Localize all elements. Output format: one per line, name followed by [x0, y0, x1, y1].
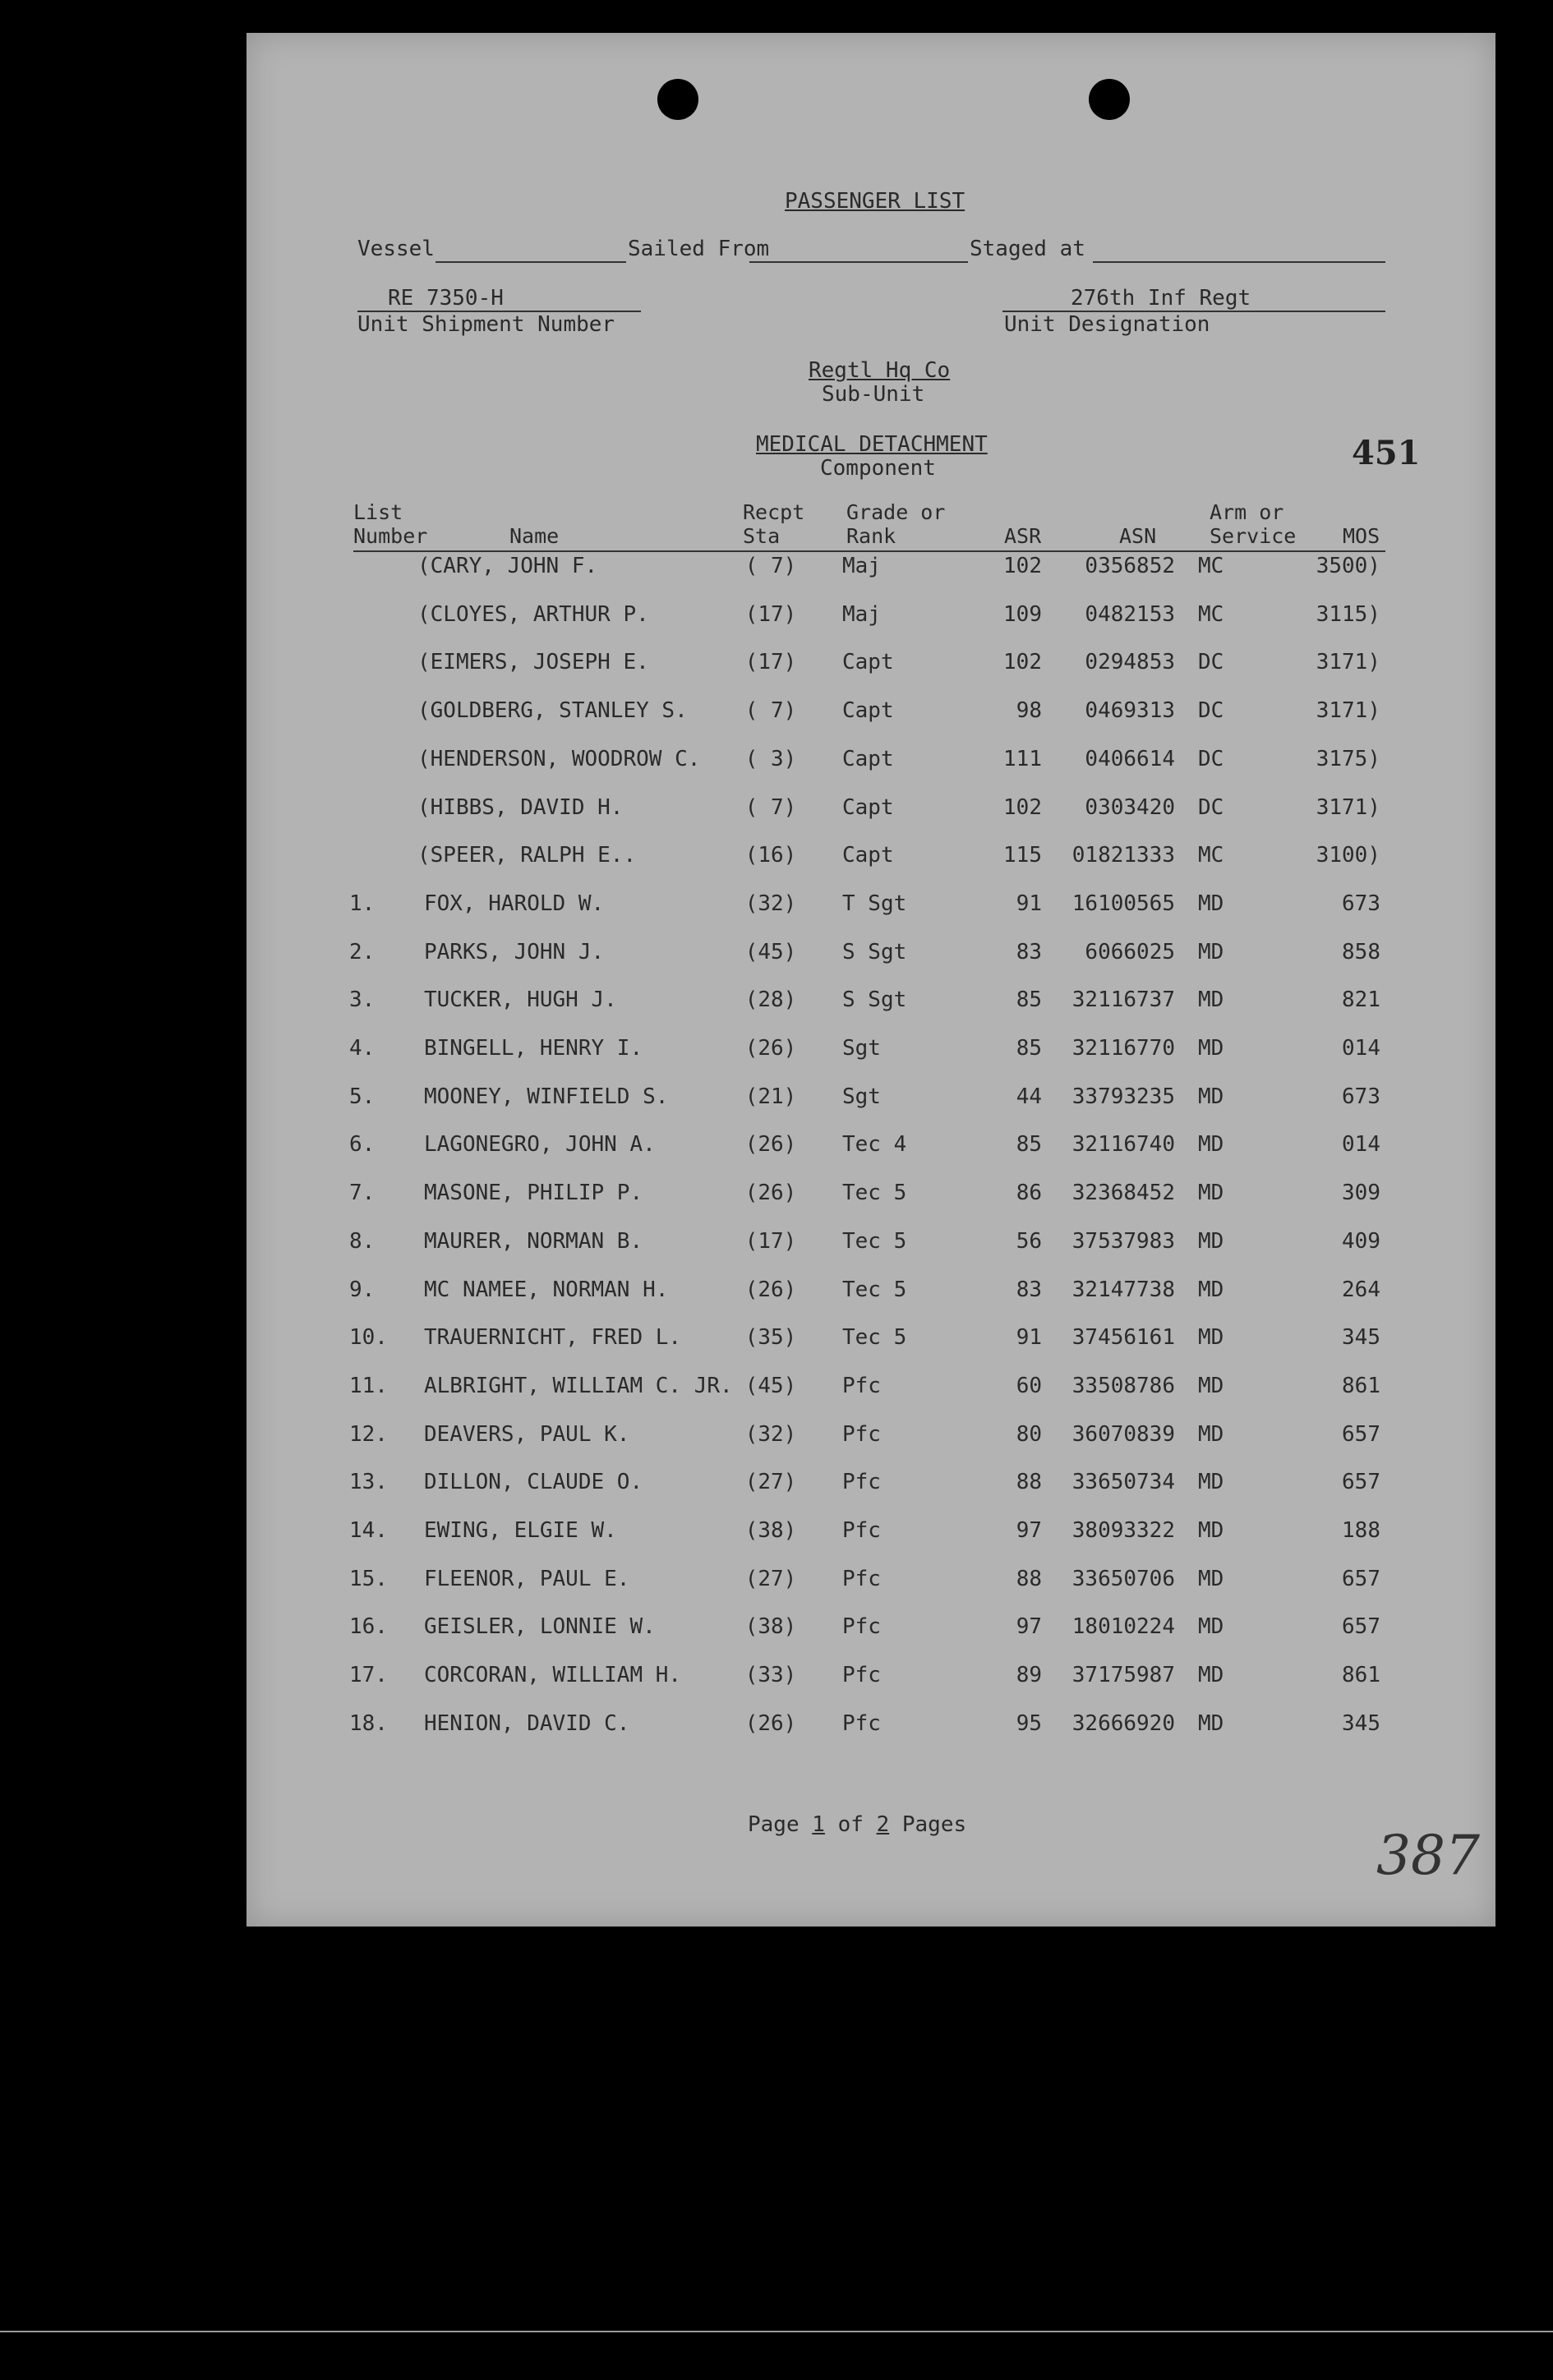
cell-name: TUCKER, HUGH J.	[424, 987, 617, 1013]
vessel-blank	[435, 261, 626, 263]
cell-asr: 88	[1016, 1470, 1042, 1495]
cell-num: 5.	[349, 1084, 376, 1109]
cell-sta: (16)	[744, 843, 797, 868]
table-row	[247, 554, 1495, 601]
table-row	[247, 795, 1495, 843]
cell-asr: 115	[1003, 843, 1042, 868]
cell-grade: Pfc	[842, 1566, 881, 1591]
cell-asn: 6066025	[1085, 939, 1175, 964]
cell-name: (CLOYES, ARTHUR P.	[417, 601, 649, 627]
cell-num: 8.	[349, 1228, 376, 1254]
cell-sta: (32)	[744, 1421, 797, 1447]
unit-designation-label: Unit Designation	[1004, 312, 1210, 337]
table-row	[247, 1036, 1495, 1084]
cell-asn: 16100565	[1071, 891, 1175, 916]
cell-asn: 0356852	[1085, 554, 1175, 578]
cell-name: TRAUERNICHT, FRED L.	[424, 1325, 682, 1351]
cell-asr: 102	[1003, 794, 1042, 820]
cell-arm: MD	[1198, 1325, 1224, 1351]
cell-mos: 264	[1342, 1277, 1380, 1302]
table-row	[247, 1567, 1495, 1614]
sub-unit-label: Sub-Unit	[822, 382, 925, 407]
cell-sta: (32)	[744, 891, 797, 916]
cell-asn: 0294853	[1085, 650, 1175, 675]
cell-sta: (38)	[744, 1518, 797, 1543]
cell-arm: MD	[1198, 987, 1224, 1013]
cell-sta: (17)	[744, 650, 797, 675]
cell-grade: Capt	[842, 746, 894, 771]
punch-hole-left	[657, 79, 698, 120]
cell-asr: 83	[1016, 939, 1042, 964]
component: MEDICAL DETACHMENT	[756, 432, 988, 457]
cell-grade: Tec 4	[842, 1132, 907, 1158]
cell-arm: MD	[1198, 939, 1224, 964]
cell-name: HENION, DAVID C.	[424, 1710, 630, 1736]
table-row	[247, 1325, 1495, 1373]
table-row	[247, 1422, 1495, 1470]
cell-arm: MC	[1198, 843, 1224, 868]
table-row	[247, 1470, 1495, 1517]
cell-asn: 33508786	[1071, 1373, 1175, 1398]
cell-name: MOONEY, WINFIELD S.	[424, 1084, 669, 1109]
table-row	[247, 891, 1495, 939]
cell-asr: 56	[1016, 1228, 1042, 1254]
cell-asn: 33650734	[1071, 1470, 1175, 1495]
table-row	[247, 747, 1495, 794]
col-recpt-sta: Recpt Sta	[743, 500, 805, 548]
cell-asn: 37456161	[1071, 1325, 1175, 1351]
cell-asr: 89	[1016, 1663, 1042, 1688]
cell-mos: 3100)	[1316, 843, 1380, 868]
cell-asr: 91	[1016, 1325, 1042, 1351]
cell-asn: 0469313	[1085, 698, 1175, 724]
cell-grade: Capt	[842, 650, 894, 675]
unit-shipment-number: RE 7350-H	[388, 286, 504, 311]
cell-mos: 409	[1342, 1228, 1380, 1254]
cell-sta: (33)	[744, 1663, 797, 1688]
cell-asn: 32147738	[1071, 1277, 1175, 1302]
cell-asr: 95	[1016, 1710, 1042, 1736]
cell-mos: 657	[1342, 1614, 1380, 1640]
cell-name: FLEENOR, PAUL E.	[424, 1566, 630, 1591]
cell-asn: 33793235	[1071, 1084, 1175, 1109]
cell-name: BINGELL, HENRY I.	[424, 1036, 643, 1061]
cell-arm: MD	[1198, 1228, 1224, 1254]
cell-grade: Pfc	[842, 1373, 881, 1398]
cell-sta: (26)	[744, 1036, 797, 1061]
handwritten-number: 387	[1376, 1824, 1480, 1887]
cell-asr: 98	[1016, 698, 1042, 724]
cell-sta: (45)	[744, 939, 797, 964]
cell-asn: 18010224	[1071, 1614, 1175, 1640]
cell-name: LAGONEGRO, JOHN A.	[424, 1132, 656, 1158]
cell-asr: 85	[1016, 987, 1042, 1013]
cell-sta: ( 7)	[744, 794, 797, 820]
cell-asr: 97	[1016, 1518, 1042, 1543]
cell-asr: 80	[1016, 1421, 1042, 1447]
cell-sta: ( 7)	[744, 554, 797, 578]
cell-mos: 3171)	[1316, 794, 1380, 820]
cell-mos: 861	[1342, 1373, 1380, 1398]
table-row	[247, 1229, 1495, 1277]
cell-mos: 657	[1342, 1470, 1380, 1495]
cell-sta: (27)	[744, 1566, 797, 1591]
cell-sta: (35)	[744, 1325, 797, 1351]
cell-sta: (26)	[744, 1181, 797, 1206]
bottom-edge-line	[0, 2331, 1553, 2332]
col-mos: MOS	[1343, 524, 1380, 548]
cell-arm: MD	[1198, 1663, 1224, 1688]
cell-grade: Tec 5	[842, 1277, 907, 1302]
cell-asr: 109	[1003, 601, 1042, 627]
cell-num: 16.	[349, 1614, 388, 1640]
staged-at-label: Staged at	[970, 237, 1085, 261]
cell-sta: (26)	[744, 1710, 797, 1736]
col-name: Name	[509, 524, 560, 548]
cell-asn: 32116740	[1071, 1132, 1175, 1158]
col-list-number: List Number	[353, 500, 428, 548]
cell-name: (HENDERSON, WOODROW C.	[417, 746, 701, 771]
cell-num: 10.	[349, 1325, 388, 1351]
cell-num: 17.	[349, 1663, 388, 1688]
cell-asr: 91	[1016, 891, 1042, 916]
table-row	[247, 987, 1495, 1035]
cell-arm: MC	[1198, 554, 1224, 578]
cell-num: 14.	[349, 1518, 388, 1543]
cell-name: CORCORAN, WILLIAM H.	[424, 1663, 682, 1688]
cell-arm: MD	[1198, 1614, 1224, 1640]
cell-asn: 37537983	[1071, 1228, 1175, 1254]
cell-grade: Capt	[842, 843, 894, 868]
cell-num: 13.	[349, 1470, 388, 1495]
cell-sta: (26)	[744, 1132, 797, 1158]
cell-arm: DC	[1198, 650, 1224, 675]
cell-arm: DC	[1198, 698, 1224, 724]
cell-asr: 85	[1016, 1036, 1042, 1061]
table-row	[247, 698, 1495, 746]
cell-mos: 673	[1342, 1084, 1380, 1109]
cell-mos: 3171)	[1316, 650, 1380, 675]
table-row	[247, 1277, 1495, 1325]
cell-asn: 0406614	[1085, 746, 1175, 771]
table-row	[247, 1132, 1495, 1180]
cell-grade: Sgt	[842, 1084, 881, 1109]
cell-grade: Pfc	[842, 1663, 881, 1688]
cell-arm: DC	[1198, 794, 1224, 820]
cell-mos: 3115)	[1316, 601, 1380, 627]
page-title: PASSENGER LIST	[785, 189, 965, 214]
cell-asr: 102	[1003, 650, 1042, 675]
cell-asn: 32368452	[1071, 1181, 1175, 1206]
staged-at-blank	[1093, 261, 1385, 263]
cell-arm: DC	[1198, 746, 1224, 771]
table-row	[247, 1711, 1495, 1759]
cell-asn: 0303420	[1085, 794, 1175, 820]
cell-name: DILLON, CLAUDE O.	[424, 1470, 643, 1495]
cell-arm: MD	[1198, 1566, 1224, 1591]
cell-sta: (26)	[744, 1277, 797, 1302]
cell-arm: MD	[1198, 1036, 1224, 1061]
cell-arm: MD	[1198, 1181, 1224, 1206]
cell-name: (GOLDBERG, STANLEY S.	[417, 698, 688, 724]
cell-name: (EIMERS, JOSEPH E.	[417, 650, 649, 675]
cell-asr: 60	[1016, 1373, 1042, 1398]
cell-name: GEISLER, LONNIE W.	[424, 1614, 656, 1640]
cell-asn: 33650706	[1071, 1566, 1175, 1591]
cell-name: DEAVERS, PAUL K.	[424, 1421, 630, 1447]
cell-arm: MD	[1198, 1277, 1224, 1302]
cell-num: 12.	[349, 1421, 388, 1447]
cell-arm: MD	[1198, 1084, 1224, 1109]
cell-asr: 88	[1016, 1566, 1042, 1591]
cell-asr: 102	[1003, 554, 1042, 578]
col-asr: ASR	[1004, 524, 1042, 548]
cell-sta: ( 3)	[744, 746, 797, 771]
cell-arm: MD	[1198, 1421, 1224, 1447]
cell-sta: ( 7)	[744, 698, 797, 724]
cell-num: 3.	[349, 987, 376, 1013]
cell-arm: MC	[1198, 601, 1224, 627]
table-row	[247, 602, 1495, 650]
cell-grade: Maj	[842, 601, 881, 627]
cell-name: (CARY, JOHN F.	[417, 554, 598, 578]
cell-arm: MD	[1198, 1518, 1224, 1543]
page-footer: Page 1 of 2 Pages	[748, 1812, 967, 1837]
cell-asr: 97	[1016, 1614, 1042, 1640]
cell-asr: 111	[1003, 746, 1042, 771]
cell-mos: 3175)	[1316, 746, 1380, 771]
cell-name: MC NAMEE, NORMAN H.	[424, 1277, 669, 1302]
cell-asr: 86	[1016, 1181, 1042, 1206]
col-asn: ASN	[1119, 524, 1157, 548]
cell-mos: 014	[1342, 1132, 1380, 1158]
cell-num: 6.	[349, 1132, 376, 1158]
cell-mos: 188	[1342, 1518, 1380, 1543]
cell-sta: (45)	[744, 1373, 797, 1398]
cell-asn: 32116770	[1071, 1036, 1175, 1061]
unit-designation: 276th Inf Regt	[1071, 286, 1251, 311]
cell-num: 18.	[349, 1710, 388, 1736]
cell-mos: 3500)	[1316, 554, 1380, 578]
cell-arm: MD	[1198, 1470, 1224, 1495]
cell-asr: 83	[1016, 1277, 1042, 1302]
cell-grade: T Sgt	[842, 891, 907, 916]
cell-grade: Pfc	[842, 1710, 881, 1736]
cell-grade: Pfc	[842, 1614, 881, 1640]
vessel-label: Vessel	[357, 237, 435, 261]
cell-mos: 858	[1342, 939, 1380, 964]
cell-mos: 014	[1342, 1036, 1380, 1061]
component-label: Component	[820, 456, 936, 481]
cell-name: MAURER, NORMAN B.	[424, 1228, 643, 1254]
table-row	[247, 1084, 1495, 1132]
table-row	[247, 1663, 1495, 1710]
cell-sta: (27)	[744, 1470, 797, 1495]
cell-grade: Pfc	[842, 1421, 881, 1447]
cell-num: 9.	[349, 1277, 376, 1302]
cell-grade: S Sgt	[842, 987, 907, 1013]
cell-mos: 821	[1342, 987, 1380, 1013]
table-row	[247, 1181, 1495, 1228]
cell-name: FOX, HAROLD W.	[424, 891, 605, 916]
cell-sta: (38)	[744, 1614, 797, 1640]
cell-asn: 32116737	[1071, 987, 1175, 1013]
table-row	[247, 1518, 1495, 1566]
cell-mos: 345	[1342, 1710, 1380, 1736]
cell-arm: MD	[1198, 891, 1224, 916]
table-row	[247, 940, 1495, 987]
cell-sta: (21)	[744, 1084, 797, 1109]
cell-num: 15.	[349, 1566, 388, 1591]
cell-num: 2.	[349, 939, 376, 964]
unit-shipment-number-label: Unit Shipment Number	[357, 312, 615, 337]
cell-arm: MD	[1198, 1373, 1224, 1398]
cell-mos: 345	[1342, 1325, 1380, 1351]
cell-num: 11.	[349, 1373, 388, 1398]
cell-mos: 673	[1342, 891, 1380, 916]
cell-mos: 657	[1342, 1566, 1380, 1591]
cell-num: 1.	[349, 891, 376, 916]
cell-grade: Pfc	[842, 1470, 881, 1495]
stamp-number: 451	[1352, 434, 1421, 472]
punch-hole-right	[1089, 79, 1130, 120]
cell-sta: (17)	[744, 1228, 797, 1254]
cell-grade: Tec 5	[842, 1181, 907, 1206]
cell-asr: 85	[1016, 1132, 1042, 1158]
cell-asr: 44	[1016, 1084, 1042, 1109]
cell-name: MASONE, PHILIP P.	[424, 1181, 643, 1206]
cell-name: (SPEER, RALPH E..	[417, 843, 637, 868]
sailed-from-blank	[749, 261, 968, 263]
cell-grade: Sgt	[842, 1036, 881, 1061]
cell-num: 7.	[349, 1181, 376, 1206]
cell-grade: Capt	[842, 698, 894, 724]
sub-unit: Regtl Hq Co	[809, 358, 951, 383]
table-row	[247, 650, 1495, 697]
cell-sta: (28)	[744, 987, 797, 1013]
cell-grade: Tec 5	[842, 1228, 907, 1254]
cell-asn: 36070839	[1071, 1421, 1175, 1447]
cell-asn: 01821333	[1071, 843, 1175, 868]
cell-asn: 38093322	[1071, 1518, 1175, 1543]
cell-grade: Pfc	[842, 1518, 881, 1543]
cell-grade: S Sgt	[842, 939, 907, 964]
cell-mos: 657	[1342, 1421, 1380, 1447]
cell-asn: 0482153	[1085, 601, 1175, 627]
col-grade: Grade or Rank	[846, 500, 946, 548]
document-page	[247, 33, 1495, 1927]
cell-mos: 309	[1342, 1181, 1380, 1206]
cell-grade: Maj	[842, 554, 881, 578]
table-row	[247, 843, 1495, 891]
cell-mos: 861	[1342, 1663, 1380, 1688]
cell-grade: Tec 5	[842, 1325, 907, 1351]
cell-num: 4.	[349, 1036, 376, 1061]
cell-grade: Capt	[842, 794, 894, 820]
cell-mos: 3171)	[1316, 698, 1380, 724]
cell-name: ALBRIGHT, WILLIAM C. JR.	[424, 1373, 733, 1398]
cell-sta: (17)	[744, 601, 797, 627]
table-row	[247, 1374, 1495, 1421]
cell-name: EWING, ELGIE W.	[424, 1518, 617, 1543]
col-arm-service: Arm or Service	[1210, 500, 1297, 548]
cell-arm: MD	[1198, 1710, 1224, 1736]
table-row	[247, 1614, 1495, 1662]
cell-asn: 32666920	[1071, 1710, 1175, 1736]
sailed-from-label: Sailed From	[628, 237, 770, 261]
cell-asn: 37175987	[1071, 1663, 1175, 1688]
cell-arm: MD	[1198, 1132, 1224, 1158]
cell-name: (HIBBS, DAVID H.	[417, 794, 624, 820]
cell-name: PARKS, JOHN J.	[424, 939, 605, 964]
header-rule	[353, 550, 1385, 552]
